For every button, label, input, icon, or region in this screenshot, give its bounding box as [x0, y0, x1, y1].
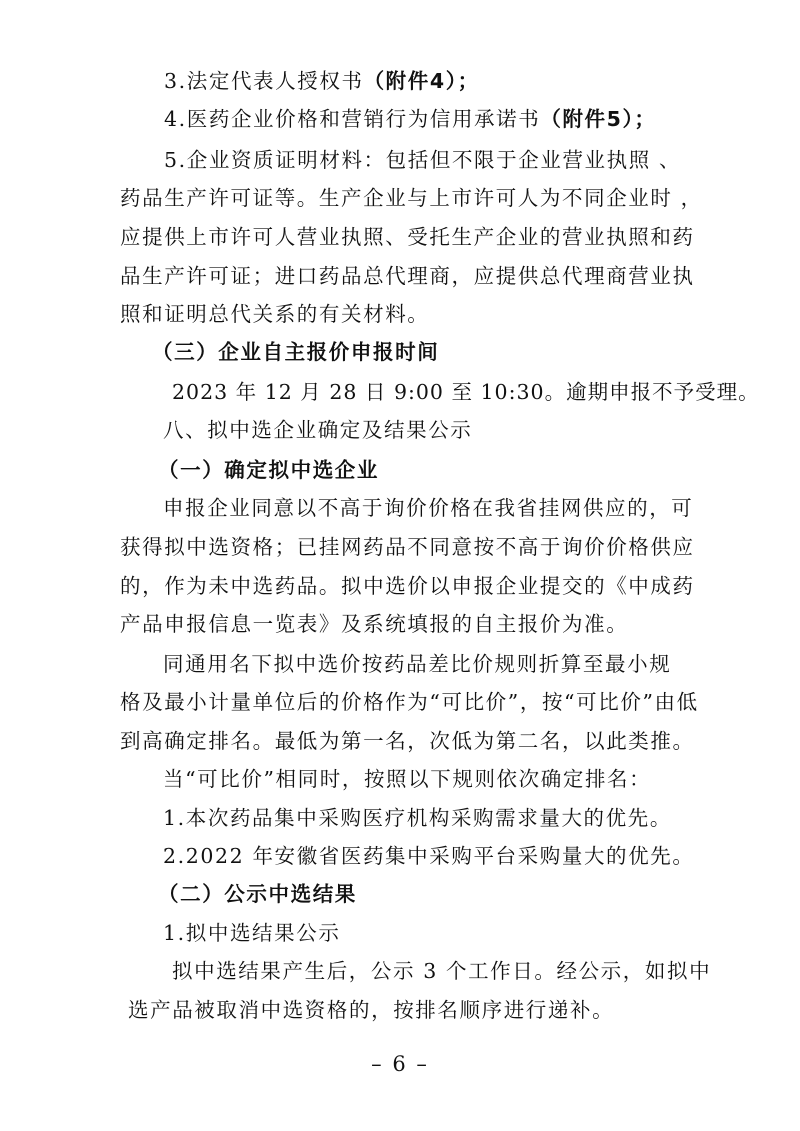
list-item-text: 4.医药企业价格和营销行为信用承诺书 [164, 107, 541, 131]
text-line [164, 67, 480, 95]
section-heading: （一）确定拟中选企业 [158, 458, 379, 482]
text-line: 5.企业资质证明材料：包括但不限于企业营业执照 、 [164, 148, 682, 172]
text-line: 获得拟中选资格；已挂网药品不同意按不高于询价价格供应 [120, 535, 695, 559]
text-line: 格及最小计量单位后的价格作为“可比价”，按“可比价”由低 [120, 690, 699, 714]
chapter-heading: 八、拟中选企业确定及结果公示 [163, 418, 473, 442]
text-line [164, 105, 656, 133]
text-line: 申报企业同意以不高于询价价格在我省挂网供应的，可 [163, 496, 694, 520]
text-line: 品生产许可证；进口药品总代理商，应提供总代理商营业执 [120, 264, 695, 288]
text-line: 的，作为未中选药品。拟中选价以申报企业提交的《中成药 [120, 574, 695, 598]
list-item-text: 3.法定代表人授权书 [164, 69, 364, 93]
text-line: 2.2022 年安徽省医药集中采购平台采购量大的优先。 [163, 844, 695, 868]
attachment-reference: （附件4）； [363, 69, 480, 93]
attachment-reference: （附件5）； [540, 107, 657, 131]
section-heading: （二）公示中选结果 [158, 882, 357, 906]
text-line: 应提供上市许可人营业执照、受托生产企业的营业执照和药 [120, 225, 695, 249]
text-line: 1.拟中选结果公示 [163, 921, 341, 945]
text-line: 照和证明总代关系的有关材料。 [120, 302, 430, 326]
section-heading: （三）企业自主报价申报时间 [152, 340, 440, 364]
text-line: 当“可比价”相同时，按照以下规则依次确定排名： [163, 767, 652, 791]
text-line: 到高确定排名。最低为第一名，次低为第二名，以此类推。 [120, 729, 695, 753]
page-number: – 6 – [371, 1052, 429, 1076]
text-line: 1.本次药品集中采购医疗机构采购需求量大的优先。 [163, 806, 672, 830]
text-line: 选产品被取消中选资格的，按排名顺序进行递补。 [128, 998, 615, 1022]
text-line: 2023 年 12 月 28 日 9:00 至 10:30。逾期申报不予受理。 [172, 380, 760, 404]
text-line: 拟中选结果产生后，公示 3 个工作日。经公示，如拟中 [172, 959, 712, 983]
text-line: 同通用名下拟中选价按药品差比价规则折算至最小规 [163, 652, 672, 676]
text-line: 产品申报信息一览表》及系统填报的自主报价为准。 [120, 612, 629, 636]
text-line: 药品生产许可证等。生产企业与上市许可人为不同企业时 ， [120, 186, 703, 210]
